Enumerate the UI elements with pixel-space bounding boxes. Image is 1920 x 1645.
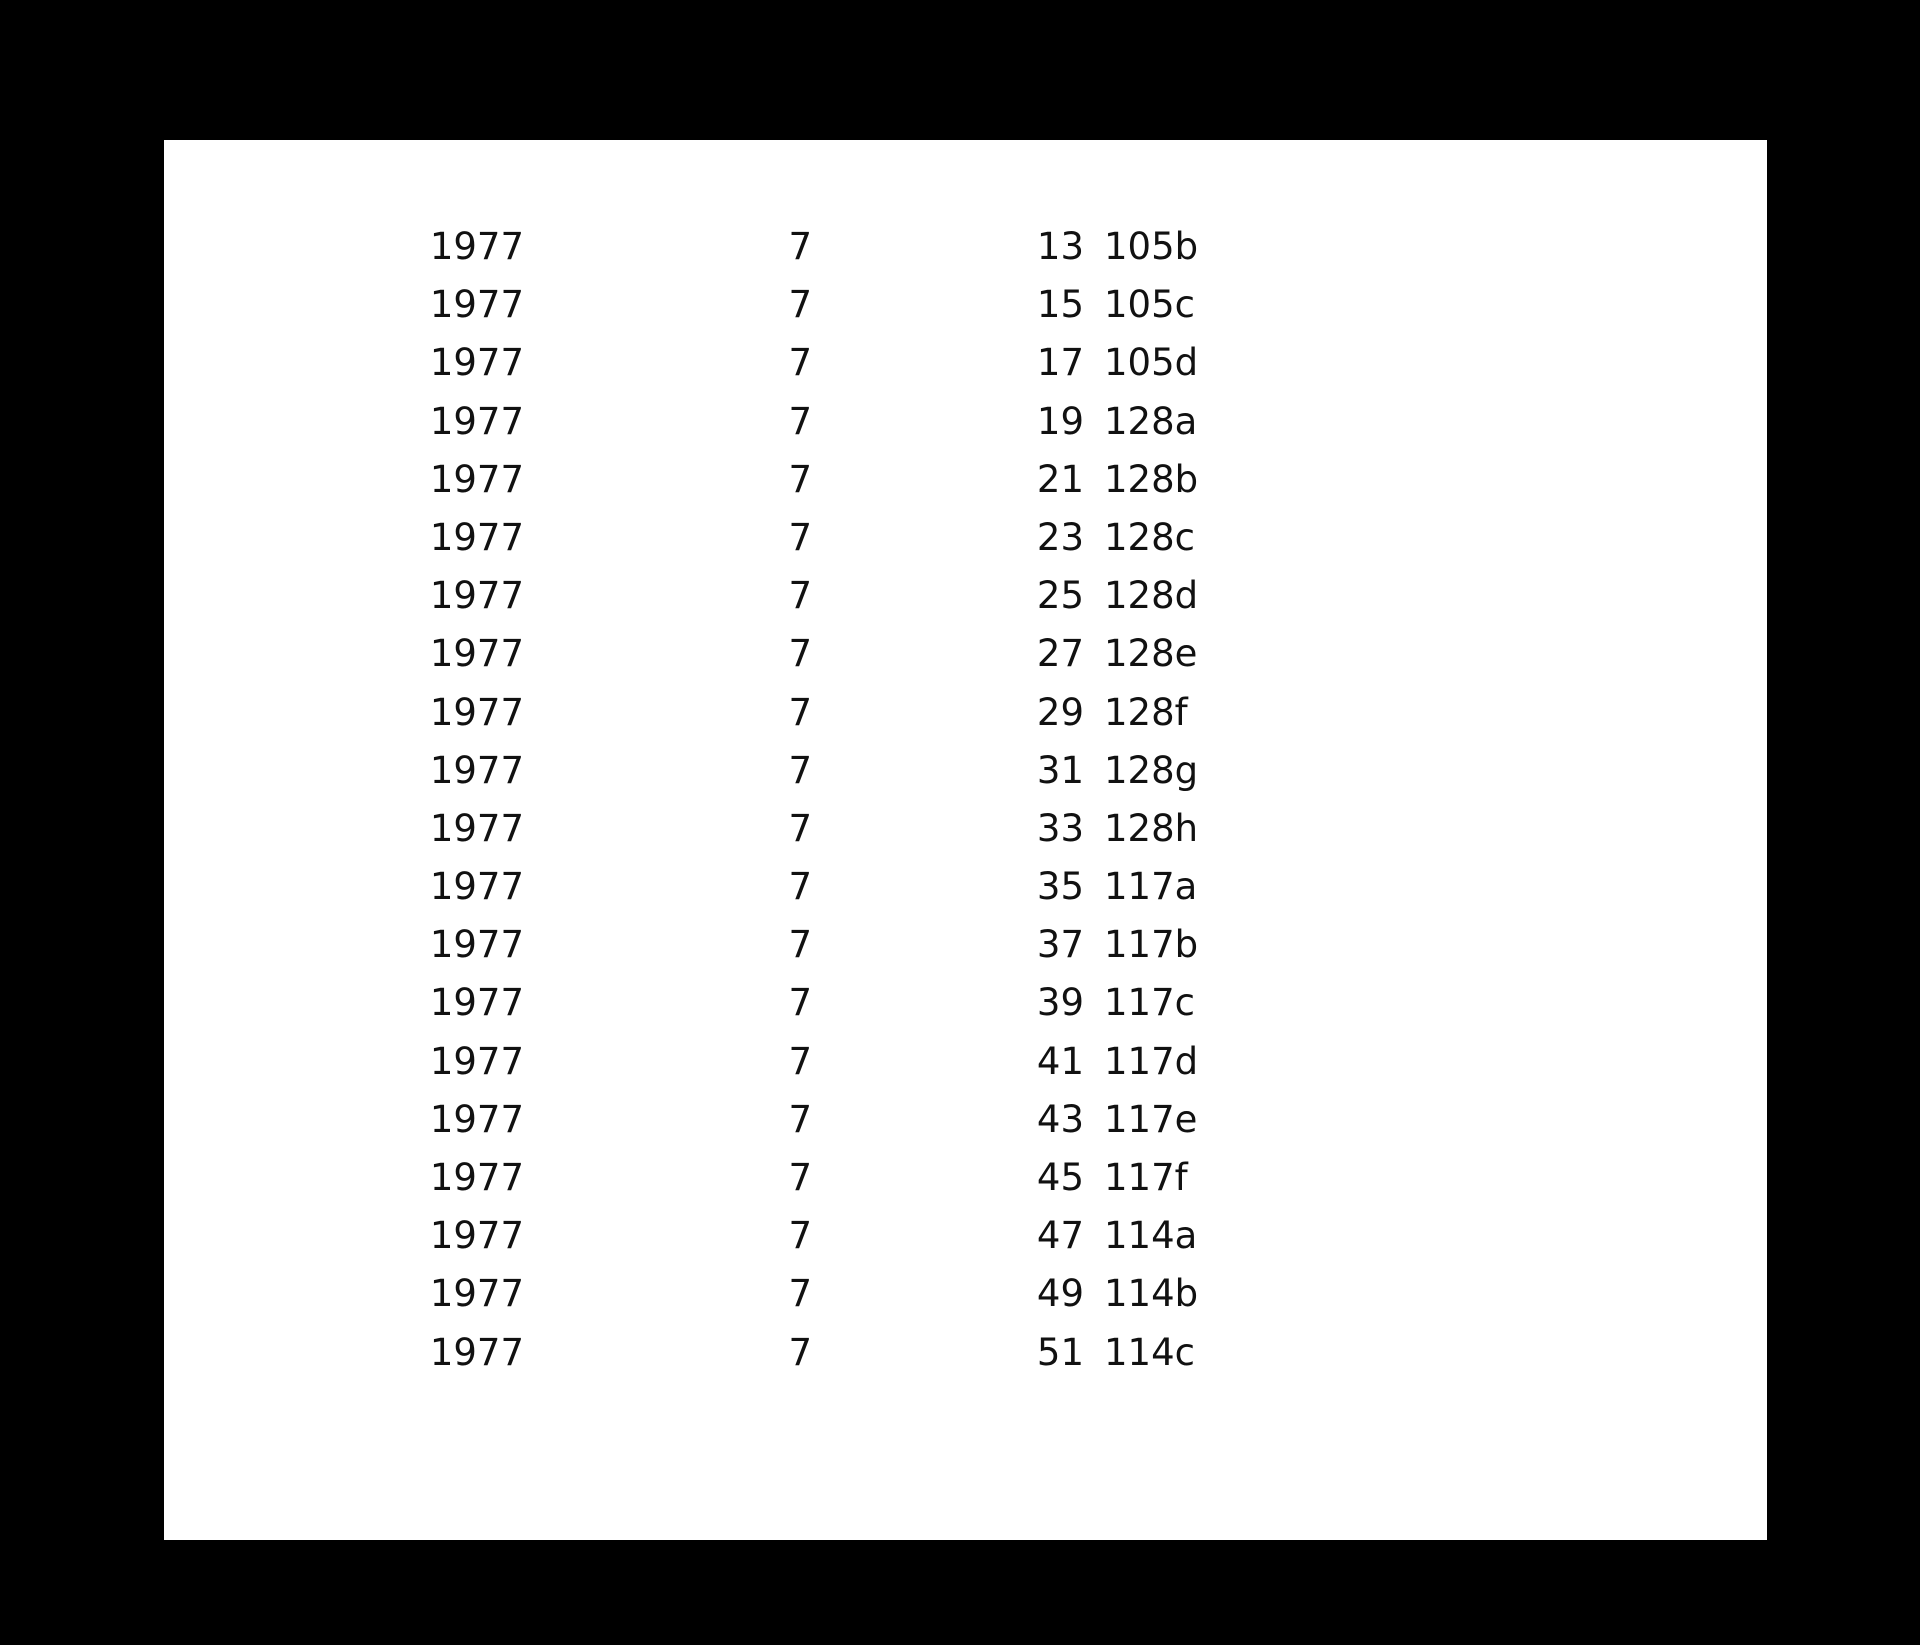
cell-month: 7 [788,457,812,501]
cell-number: 31 [1036,748,1084,792]
cell-year: 1977 [429,981,524,1025]
cell-month: 7 [788,1214,812,1258]
table-row [164,858,1767,916]
cell-year: 1977 [429,748,524,792]
cell-month: 7 [788,981,812,1025]
table-row [164,1033,1767,1091]
cell-number: 23 [1036,515,1084,559]
cell-month: 7 [788,1039,812,1083]
data-table-viewport[interactable] [164,225,1767,1540]
cell-code: 114c [1104,1330,1195,1374]
cell-number: 35 [1036,865,1084,909]
cell-year: 1977 [429,515,524,559]
cell-month: 7 [788,1156,812,1199]
table-row [164,742,1767,800]
cell-month: 7 [788,399,812,443]
cell-number: 39 [1036,981,1084,1025]
cell-year: 1977 [429,1156,524,1199]
table-row [164,684,1767,742]
cell-code: 114a [1104,1214,1198,1258]
cell-number: 21 [1036,457,1084,501]
cell-year: 1977 [429,923,524,967]
cell-month: 7 [788,806,812,850]
cell-code: 128f [1104,690,1188,734]
cell-month: 7 [788,1330,812,1374]
table-row [164,451,1767,509]
cell-number: 19 [1036,399,1084,443]
cell-code: 117f [1104,1156,1188,1199]
cell-month: 7 [788,632,812,676]
cell-code: 105b [1104,225,1199,268]
cell-year: 1977 [429,1097,524,1141]
cell-year: 1977 [429,1272,524,1316]
cell-number: 29 [1036,690,1084,734]
cell-month: 7 [788,865,812,909]
table-row [164,1091,1767,1149]
cell-code: 117e [1104,1097,1198,1141]
cell-number: 45 [1036,1156,1084,1199]
cell-year: 1977 [429,225,524,268]
cell-code: 128g [1104,748,1199,792]
cell-code: 117a [1104,865,1198,909]
data-table [164,218,1767,1382]
cell-year: 1977 [429,1039,524,1083]
cell-number: 13 [1036,225,1084,268]
cell-number: 25 [1036,574,1084,618]
cell-year: 1977 [429,690,524,734]
cell-year: 1977 [429,457,524,501]
cell-month: 7 [788,923,812,967]
cell-month: 7 [788,283,812,327]
cell-year: 1977 [429,341,524,385]
cell-year: 1977 [429,574,524,618]
cell-month: 7 [788,1097,812,1141]
table-row [164,1265,1767,1323]
document-page [164,140,1767,1540]
table-row [164,393,1767,451]
cell-month: 7 [788,341,812,385]
cell-month: 7 [788,1272,812,1316]
cell-code: 128h [1104,806,1199,850]
table-row [164,218,1767,276]
table-row [164,800,1767,858]
table-row [164,509,1767,567]
table-row [164,1149,1767,1207]
cell-code: 117b [1104,923,1199,967]
cell-number: 41 [1036,1039,1084,1083]
cell-month: 7 [788,690,812,734]
cell-month: 7 [788,225,812,268]
table-row [164,1324,1767,1382]
cell-number: 51 [1036,1330,1084,1374]
table-row [164,974,1767,1032]
cell-code: 128b [1104,457,1199,501]
cell-number: 15 [1036,283,1084,327]
cell-year: 1977 [429,1330,524,1374]
table-row [164,916,1767,974]
cell-code: 105c [1104,283,1195,327]
cell-number: 37 [1036,923,1084,967]
cell-code: 117d [1104,1039,1199,1083]
cell-year: 1977 [429,806,524,850]
cell-year: 1977 [429,283,524,327]
table-row [164,334,1767,392]
cell-code: 128a [1104,399,1198,443]
cell-year: 1977 [429,632,524,676]
cell-year: 1977 [429,1214,524,1258]
cell-code: 105d [1104,341,1199,385]
cell-month: 7 [788,574,812,618]
cell-code: 114b [1104,1272,1199,1316]
cell-code: 117c [1104,981,1195,1025]
cell-number: 27 [1036,632,1084,676]
table-row [164,276,1767,334]
cell-code: 128c [1104,515,1195,559]
cell-year: 1977 [429,399,524,443]
table-row [164,1207,1767,1265]
table-row [164,567,1767,625]
cell-code: 128d [1104,574,1199,618]
cell-month: 7 [788,515,812,559]
cell-number: 43 [1036,1097,1084,1141]
cell-month: 7 [788,748,812,792]
table-row [164,625,1767,683]
cell-number: 47 [1036,1214,1084,1258]
cell-code: 128e [1104,632,1198,676]
cell-number: 33 [1036,806,1084,850]
cell-number: 17 [1036,341,1084,385]
cell-number: 49 [1036,1272,1084,1316]
cell-year: 1977 [429,865,524,909]
